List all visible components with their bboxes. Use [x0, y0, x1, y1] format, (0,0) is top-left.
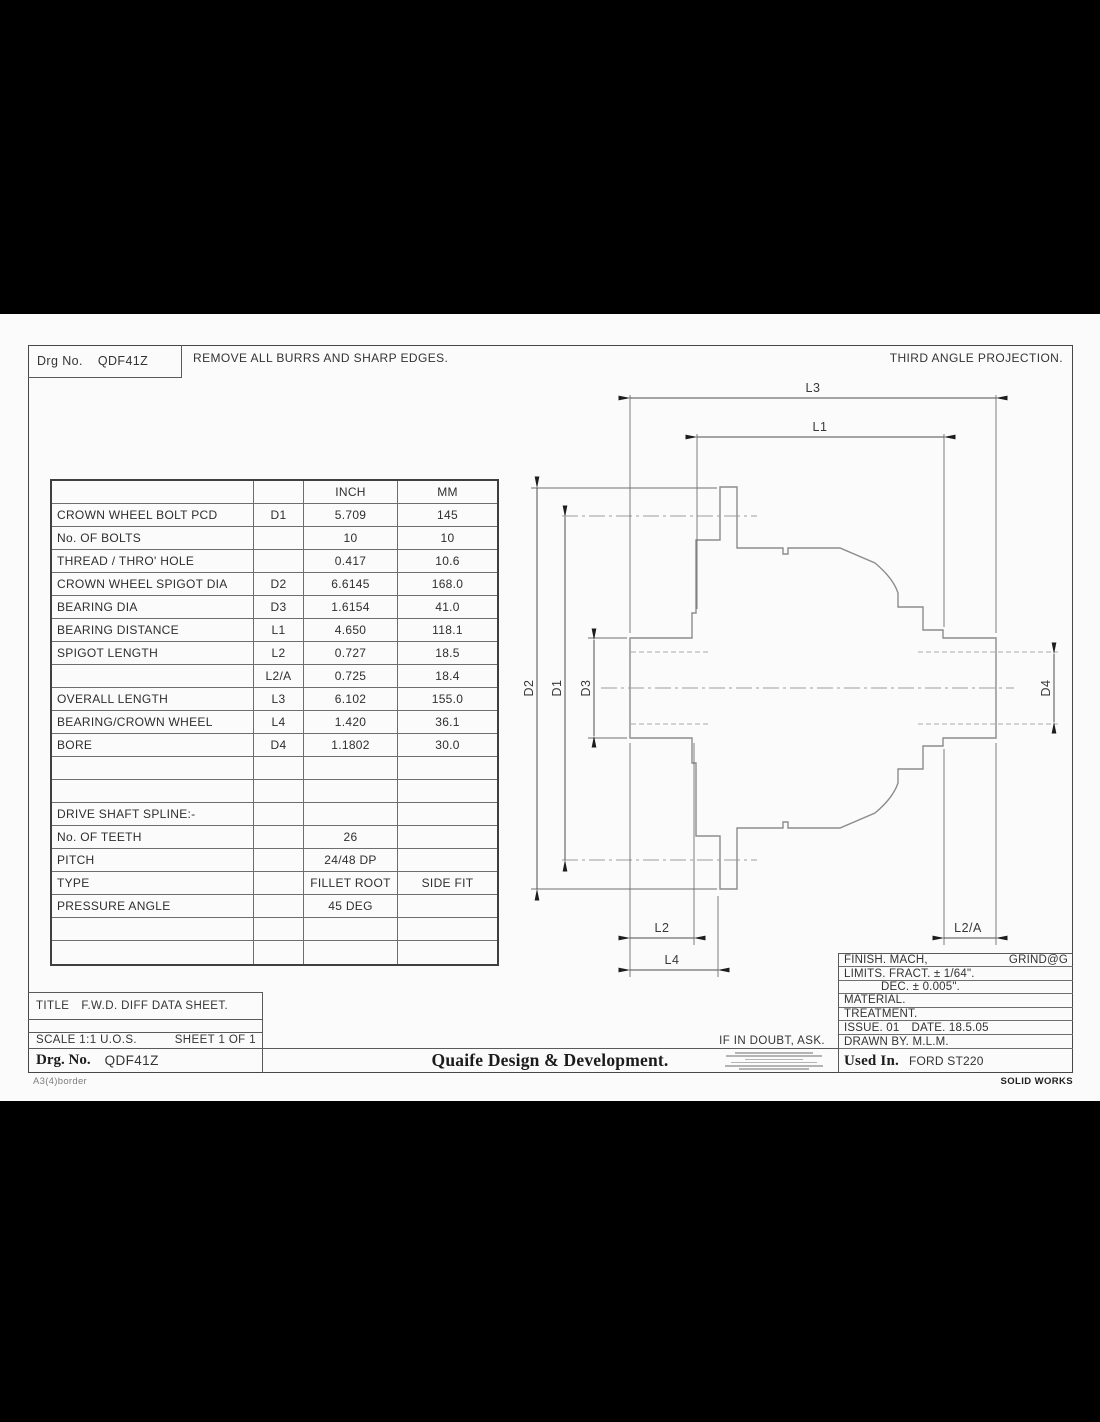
table-cell-name: No. OF BOLTS	[52, 527, 254, 550]
table-cell-name: BEARING/CROWN WHEEL	[52, 711, 254, 734]
finish-row	[839, 954, 1073, 967]
border-template-note: A3(4)border	[33, 1076, 87, 1087]
dim-label-l4: L4	[664, 953, 680, 967]
scale-row	[28, 1032, 262, 1048]
table-cell-name: BORE	[52, 734, 254, 757]
table-cell-inch: 10	[304, 527, 398, 550]
table-cell-inch: FILLET ROOT	[304, 872, 398, 895]
table-cell-symbol: L3	[254, 688, 304, 711]
table-cell-name: TYPE	[52, 872, 254, 895]
table-cell-inch: 1.1802	[304, 734, 398, 757]
dimension-labels	[522, 381, 1053, 967]
dim-label-l2a: L2/A	[954, 921, 982, 935]
table-cell-inch: 1.420	[304, 711, 398, 734]
drg-no-label: Drg No.	[37, 354, 83, 368]
drg-no-value: QDF41Z	[97, 354, 149, 368]
table-cell-symbol: D2	[254, 573, 304, 596]
dim-label-d1: D1	[550, 679, 564, 697]
used-in-value: FORD ST220	[908, 1054, 984, 1069]
table-cell-name: PITCH	[52, 849, 254, 872]
solidworks-mark: SOLID WORKS	[1000, 1076, 1073, 1087]
table-cell-mm: 155.0	[398, 688, 497, 711]
used-in-row	[839, 1049, 1073, 1073]
table-cell-mm: 145	[398, 504, 497, 527]
table-cell-inch: 6.102	[304, 688, 398, 711]
spec-block	[838, 953, 1073, 1073]
table-cell-name: CROWN WHEEL BOLT PCD	[52, 504, 254, 527]
table-cell-name: OVERALL LENGTH	[52, 688, 254, 711]
dim-label-d2: D2	[522, 679, 536, 697]
drg-no-value-bottom: QDF41Z	[104, 1053, 159, 1068]
table-cell-mm: 18.4	[398, 665, 497, 688]
table-cell-inch: 0.417	[304, 550, 398, 573]
table-cell-symbol: D4	[254, 734, 304, 757]
dim-label-d3: D3	[579, 679, 593, 697]
dim-label-d4: D4	[1039, 679, 1053, 697]
projection-note: THIRD ANGLE PROJECTION.	[889, 351, 1063, 365]
table-cell-symbol: L4	[254, 711, 304, 734]
treatment-row: TREATMENT.	[839, 1008, 1073, 1021]
table-cell-name: PRESSURE ANGLE	[52, 895, 254, 918]
table-header-cell-inch: INCH	[304, 481, 398, 504]
title-label: TITLE	[36, 1000, 70, 1012]
table-cell-mm: 10.6	[398, 550, 497, 573]
dim-label-l3: L3	[805, 381, 821, 395]
table-cell-mm: 36.1	[398, 711, 497, 734]
copyright-fineprint	[716, 1051, 832, 1071]
table-cell-name: SPIGOT LENGTH	[52, 642, 254, 665]
title-box	[28, 992, 262, 1020]
dim-label-l2: L2	[654, 921, 670, 935]
table-cell-name: CROWN WHEEL SPIGOT DIA	[52, 573, 254, 596]
table-cell-name: THREAD / THRO' HOLE	[52, 550, 254, 573]
table-cell-mm: 18.5	[398, 642, 497, 665]
drg-no-label-bottom: Drg. No.	[36, 1052, 91, 1068]
table-cell-inch: 24/48 DP	[304, 849, 398, 872]
table-cell-inch: 5.709	[304, 504, 398, 527]
sheet-value: SHEET 1 OF 1	[174, 1034, 256, 1046]
dimension-lines	[537, 398, 1054, 970]
used-in-label: Used In.	[844, 1052, 899, 1069]
table-cell-inch: 26	[304, 826, 398, 849]
scale-value: SCALE 1:1 U.O.S.	[36, 1034, 137, 1046]
finish-label: FINISH. MACH,	[844, 954, 928, 967]
table-cell-inch: 45 DEG	[304, 895, 398, 918]
table-cell-symbol: D3	[254, 596, 304, 619]
table-cell-inch: 0.727	[304, 642, 398, 665]
issue-value: ISSUE. 01	[844, 1021, 900, 1034]
material-row: MATERIAL.	[839, 994, 1073, 1007]
table-cell-inch: 1.6154	[304, 596, 398, 619]
table-cell-symbol: L2/A	[254, 665, 304, 688]
drg-no-row	[28, 1048, 262, 1073]
table-cell-mm: 118.1	[398, 619, 497, 642]
table-cell-inch: 6.6145	[304, 573, 398, 596]
dec-row: DEC. ± 0.005".	[839, 981, 1073, 994]
drawn-by-row: DRAWN BY. M.L.M.	[839, 1035, 1073, 1049]
table-cell-name: DRIVE SHAFT SPLINE:-	[52, 803, 254, 826]
company-name: Quaife Design & Development.	[431, 1050, 669, 1070]
table-cell-symbol: D1	[254, 504, 304, 527]
limits-row: LIMITS. FRACT. ± 1/64".	[839, 967, 1073, 980]
table-cell-inch: 0.725	[304, 665, 398, 688]
date-value: DATE. 18.5.05	[911, 1021, 989, 1034]
issue-row	[839, 1021, 1073, 1035]
table-cell-mm: 41.0	[398, 596, 497, 619]
table-cell-mm: 10	[398, 527, 497, 550]
dim-label-l1: L1	[812, 420, 828, 434]
table-cell-name: No. OF TEETH	[52, 826, 254, 849]
table-cell-inch: 4.650	[304, 619, 398, 642]
general-note: REMOVE ALL BURRS AND SHARP EDGES.	[193, 351, 449, 365]
extension-lines	[531, 395, 996, 977]
finish-value: GRIND@G	[1008, 954, 1068, 967]
table-cell-mm: 30.0	[398, 734, 497, 757]
table-cell-name: BEARING DISTANCE	[52, 619, 254, 642]
table-cell-symbol: L1	[254, 619, 304, 642]
table-header-cell-mm: MM	[398, 481, 497, 504]
table-cell-mm: SIDE FIT	[398, 872, 497, 895]
drawing-title: F.W.D. DIFF DATA SHEET.	[81, 1000, 229, 1012]
table-cell-symbol: L2	[254, 642, 304, 665]
table-cell-mm: 168.0	[398, 573, 497, 596]
table-cell-name: BEARING DIA	[52, 596, 254, 619]
if-in-doubt-note: IF IN DOUBT, ASK.	[719, 1035, 825, 1047]
